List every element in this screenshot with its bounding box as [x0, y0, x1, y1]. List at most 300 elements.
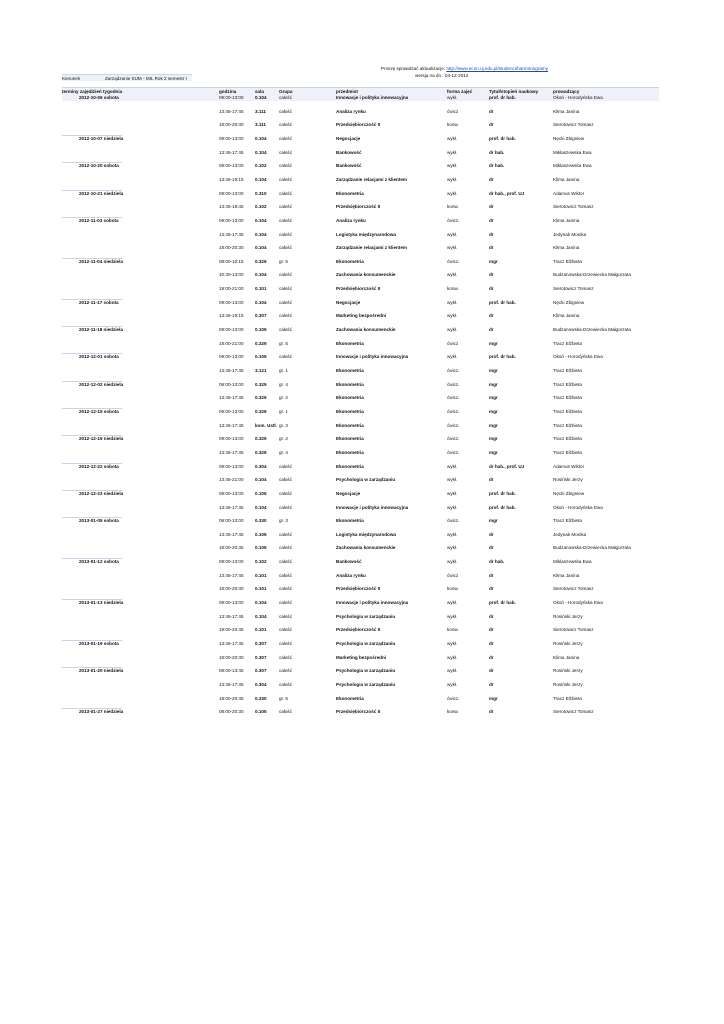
row-lecturer: Klima Janina — [553, 108, 580, 114]
row-time: 13:45-17:45 — [219, 368, 244, 373]
row-title: dr — [489, 709, 494, 715]
row-time: 13:45-17:45 — [219, 641, 244, 646]
row-lecturer: Budzanowska-Drzewiecka Małgorzata — [553, 545, 631, 551]
row-group: gr. 4 — [279, 381, 288, 387]
row-date: 2013-01-05 sobota — [79, 518, 119, 524]
table-row — [0, 191, 724, 198]
table-row — [0, 464, 724, 471]
row-form: ćwicz. — [447, 340, 460, 346]
col-forma: forma zajęć — [447, 88, 473, 94]
row-subject: Zarządzanie relacjami z klientem — [336, 176, 407, 182]
row-time: 19:00-20:45 — [219, 627, 244, 633]
version-line — [415, 73, 468, 78]
row-group: gr. 3 — [279, 518, 288, 524]
row-title: dr — [489, 668, 494, 674]
row-lecturer: Sierotowicz Tomasz — [553, 627, 594, 633]
row-title: mgr — [489, 340, 498, 346]
row-room: 0.101 — [255, 586, 267, 592]
row-title: dr — [489, 122, 494, 128]
row-lecturer: Klima Janina — [553, 176, 580, 182]
row-time: 09:00-13:00 — [219, 95, 244, 100]
row-title: dr — [489, 313, 494, 319]
row-room: 0.329 — [255, 258, 267, 264]
row-lecturer: Tracz Elżbieta — [553, 695, 582, 701]
row-group: gr. 5 — [279, 340, 288, 346]
row-room: 0.304 — [255, 681, 267, 687]
row-lecturer: Sierotowicz Tomasz — [553, 709, 594, 715]
row-group: gr. 1 — [279, 368, 288, 373]
row-form: ćwicz. — [447, 422, 460, 428]
row-date: 2012-12-01 sobota — [79, 354, 119, 360]
table-row — [0, 341, 724, 348]
row-title: dr — [489, 627, 494, 633]
row-group: gr. 4 — [279, 449, 288, 455]
row-title: dr — [489, 108, 494, 114]
row-time: 09:00-13:00 — [219, 299, 244, 305]
row-subject: Przedsiębiorczość II — [336, 204, 381, 210]
row-room: 0.104 — [255, 245, 267, 251]
row-title: dr hab., prof. UJ — [489, 190, 525, 196]
row-lecturer: Tracz Elżbieta — [553, 449, 582, 455]
row-group: całość — [279, 641, 293, 646]
row-subject: Innowacje i polityka innowacyjna — [336, 354, 409, 360]
row-group: całość — [279, 231, 293, 237]
row-lecturer: Okoń - Horodyńska Ewa — [553, 354, 603, 360]
row-form: wykł. — [447, 135, 458, 141]
row-group: całość — [279, 354, 293, 360]
row-time: 09:00-13:00 — [219, 436, 244, 442]
row-group: całość — [279, 627, 293, 633]
row-room: 0.329 — [255, 395, 267, 401]
row-group: gr. 5 — [279, 695, 288, 701]
row-lecturer: Tracz Elżbieta — [553, 436, 582, 442]
table-row — [0, 696, 724, 703]
row-subject: Przedsiębiorczość II — [336, 709, 381, 715]
table-row — [0, 409, 724, 416]
row-date: 2012-10-21 niedziela — [79, 190, 124, 196]
row-group: całość — [279, 654, 293, 660]
row-date: 2012-12-22 sobota — [79, 463, 119, 469]
row-date: 2012-11-03 sobota — [79, 217, 119, 223]
row-lecturer: Miklaszewska Ewa — [553, 163, 592, 169]
row-title: mgr — [489, 422, 498, 428]
row-title: dr — [489, 204, 494, 210]
row-time: 13:45-17:45 — [219, 681, 244, 687]
row-time: 13:45-17:45 — [219, 149, 244, 155]
row-subject: Przedsiębiorczość II — [336, 627, 381, 633]
row-time: 09:00-13:00 — [219, 135, 244, 141]
row-group: całość — [279, 163, 293, 169]
row-form: ćwicz. — [447, 217, 460, 223]
table-row — [0, 532, 724, 539]
row-lecturer: Tracz Elżbieta — [553, 395, 582, 401]
kierunek-label: Kierunek — [62, 75, 81, 81]
row-lecturer: Tracz Elżbieta — [553, 368, 582, 373]
table-row — [0, 327, 724, 334]
row-room: 0.329 — [255, 436, 267, 442]
row-title: mgr — [489, 518, 498, 524]
table-row — [0, 395, 724, 402]
table-row — [0, 545, 724, 552]
row-subject: Zachowania konsumenckie — [336, 327, 396, 333]
table-row — [0, 559, 724, 566]
row-subject: Psychologia w zarządzaniu — [336, 477, 396, 483]
row-title: dr — [489, 531, 494, 537]
row-title: dr — [489, 231, 494, 237]
row-time: 09:00-13:00 — [219, 490, 244, 496]
row-subject: Psychologia w zarządzaniu — [336, 641, 396, 646]
row-group: gr. 5 — [279, 258, 288, 264]
row-room: 0.105 — [255, 531, 267, 537]
table-row — [0, 272, 724, 279]
table-row — [0, 218, 724, 225]
table-row — [0, 436, 724, 443]
row-group: całość — [279, 490, 293, 496]
row-title: dr — [489, 641, 494, 646]
row-room: 0.329 — [255, 408, 267, 414]
table-row — [0, 600, 724, 607]
row-subject: Ekonometria — [336, 463, 364, 469]
table-row — [0, 95, 724, 102]
row-title: prof. dr hab. — [489, 600, 516, 606]
row-form: ćwicz. — [447, 572, 460, 578]
table-row — [0, 136, 724, 143]
row-title: mgr — [489, 258, 498, 264]
row-time: 09:00-13:00 — [219, 518, 244, 524]
row-form: wykł. — [447, 504, 458, 510]
row-title: dr hab., prof. UJ — [489, 463, 525, 469]
row-group: całość — [279, 286, 293, 292]
row-room: 0.104 — [255, 217, 267, 223]
row-title: dr hab. — [489, 149, 505, 155]
row-lecturer: Tracz Elżbieta — [553, 258, 582, 264]
row-lecturer: Sierotowicz Tomasz — [553, 122, 594, 128]
table-row — [0, 682, 724, 689]
row-room: 0.104 — [255, 231, 267, 237]
row-room: 0.101 — [255, 627, 267, 633]
table-row — [0, 614, 724, 621]
row-subject: Negocjacje — [336, 490, 361, 496]
row-subject: Negocjacje — [336, 135, 361, 141]
row-title: dr — [489, 477, 494, 483]
row-lecturer: Nęcki Zbigniew — [553, 135, 585, 141]
row-lecturer: Tracz Elżbieta — [553, 422, 582, 428]
row-room: 0.102 — [255, 204, 267, 210]
row-subject: Ekonometria — [336, 258, 364, 264]
row-lecturer: Adamus Wiktor — [553, 463, 585, 469]
row-lecturer: Budzanowska-Drzewiecka Małgorzata — [553, 272, 631, 278]
row-group: całość — [279, 135, 293, 141]
row-group: gr. 3 — [279, 422, 288, 428]
row-title: prof. dr hab. — [489, 354, 516, 360]
row-time: 09:00-13:00 — [219, 163, 244, 169]
row-form: ćwicz. — [447, 518, 460, 524]
row-form: wykł. — [447, 641, 458, 646]
table-row — [0, 368, 724, 375]
row-room: 0.101 — [255, 286, 267, 292]
row-form: konw. — [447, 122, 459, 128]
kierunek-row — [62, 74, 192, 81]
row-room: 0.329 — [255, 381, 267, 387]
row-lecturer: Klima Janina — [553, 572, 580, 578]
row-subject: Ekonometria — [336, 449, 364, 455]
row-time: 13:45-17:45 — [219, 572, 244, 578]
col-przedmiot: przedmiot — [336, 88, 358, 94]
row-group: całość — [279, 668, 293, 674]
row-form: ćwicz. — [447, 258, 460, 264]
table-row — [0, 518, 724, 525]
table-row — [0, 177, 724, 184]
table-row — [0, 109, 724, 116]
row-title: dr — [489, 654, 494, 660]
row-time: 09:00-13:00 — [219, 408, 244, 414]
row-lecturer: Okoń - Horodyńska Ewa — [553, 504, 603, 510]
row-time: 18:00-20:30 — [219, 654, 244, 660]
row-group: całość — [279, 176, 293, 182]
row-form: wykł. — [447, 272, 458, 278]
row-time: 13:45-17:45 — [219, 449, 244, 455]
row-time: 08:00-13:45 — [219, 668, 244, 674]
row-subject: Zachowania konsumenckie — [336, 272, 396, 278]
row-room: 0.105 — [255, 545, 267, 551]
table-row — [0, 232, 724, 239]
row-room: 0.104 — [255, 477, 267, 483]
table-row — [0, 122, 724, 129]
row-form: wykł. — [447, 354, 458, 360]
row-lecturer: Miklaszewska Ewa — [553, 559, 592, 565]
col-godzina: godzina — [219, 88, 237, 94]
row-title: dr — [489, 286, 494, 292]
row-form: konw. — [447, 586, 459, 592]
row-subject: Marketing bezpośredni — [336, 313, 387, 319]
row-title: mgr — [489, 395, 498, 401]
row-title: prof. dr hab. — [489, 95, 516, 100]
row-lecturer: Klima Janina — [553, 245, 580, 251]
table-row — [0, 505, 724, 512]
row-subject: Analiza rynku — [336, 108, 366, 114]
row-time: 13:45-18:45 — [219, 204, 244, 210]
row-form: wykł. — [447, 545, 458, 551]
row-form: wykł. — [447, 327, 458, 333]
row-room: 0.307 — [255, 654, 267, 660]
row-form: wykł. — [447, 490, 458, 496]
row-form: wykł. — [447, 463, 458, 469]
row-lecturer: Rosiński Jerzy — [553, 668, 583, 674]
row-date: 2012-12-16 niedziela — [79, 436, 124, 442]
row-subject: Przedsiębiorczość II — [336, 286, 381, 292]
table-row — [0, 423, 724, 430]
row-form: wykł. — [447, 245, 458, 251]
row-form: konw. — [447, 709, 459, 715]
row-form: wykł. — [447, 668, 458, 674]
row-time: 09:00-13:00 — [219, 354, 244, 360]
row-subject: Logistyka międzynarodowa — [336, 531, 396, 537]
row-date: 2012-12-23 niedziela — [79, 490, 124, 496]
row-time: 18:00-20:45 — [219, 545, 244, 551]
row-date: 2013-01-13 niedziela — [79, 600, 124, 606]
row-title: mgr — [489, 381, 498, 387]
row-time: 18:00-20:30 — [219, 586, 244, 592]
row-lecturer: Jedynak Monika — [553, 531, 587, 537]
row-subject: Bankowość — [336, 559, 362, 565]
row-lecturer: Rosiński Jerzy — [553, 613, 583, 619]
table-row — [0, 382, 724, 389]
row-title: dr — [489, 272, 494, 278]
row-form: wykł. — [447, 600, 458, 606]
table-row — [0, 477, 724, 484]
row-form: konw. — [447, 204, 459, 210]
row-form: wykł. — [447, 176, 458, 182]
row-form: ćwicz. — [447, 381, 460, 387]
row-group: całość — [279, 149, 293, 155]
table-row — [0, 354, 724, 361]
row-room: 0.330 — [255, 518, 267, 524]
row-form: wykł. — [447, 681, 458, 687]
row-subject: Ekonometria — [336, 368, 364, 373]
row-subject: Bankowość — [336, 163, 362, 169]
row-form: ćwicz. — [447, 395, 460, 401]
row-time: 13:45-17:45 — [219, 231, 244, 237]
row-time: 09:00-13:00 — [219, 190, 244, 196]
row-time: 18:00-20:30 — [219, 245, 244, 251]
table-row — [0, 573, 724, 580]
row-room: 0.307 — [255, 313, 267, 319]
row-room: 3.121 — [255, 368, 267, 373]
row-form: wykł. — [447, 190, 458, 196]
row-time: 13:45-17:45 — [219, 531, 244, 537]
row-title: dr — [489, 681, 494, 687]
row-group: całość — [279, 572, 293, 578]
row-lecturer: Okoń - Horodyńska Ewa — [553, 600, 603, 606]
row-date: 2013-01-20 niedziela — [79, 668, 124, 674]
row-form: wykł. — [447, 559, 458, 565]
row-form: wykł. — [447, 95, 458, 100]
row-lecturer: Klima Janina — [553, 217, 580, 223]
row-group: całość — [279, 559, 293, 565]
row-time: 13:45-17:45 — [219, 504, 244, 510]
row-room: 0.104 — [255, 600, 267, 606]
row-room: 0.104 — [255, 613, 267, 619]
row-group: całość — [279, 190, 293, 196]
row-lecturer: Tracz Elżbieta — [553, 518, 582, 524]
row-subject: Ekonometria — [336, 436, 364, 442]
row-room: 0.101 — [255, 572, 267, 578]
row-subject: Bankowość — [336, 149, 362, 155]
row-form: ćwicz. — [447, 368, 460, 373]
row-group: gr. 1 — [279, 408, 288, 414]
row-title: dr — [489, 327, 494, 333]
row-date: 2013-01-12 sobota — [79, 559, 119, 565]
row-subject: Ekonometria — [336, 518, 364, 524]
row-form: ćwicz. — [447, 108, 460, 114]
row-group: całość — [279, 545, 293, 551]
row-lecturer: Tracz Elżbieta — [553, 340, 582, 346]
row-group: całość — [279, 204, 293, 210]
row-title: prof. dr hab. — [489, 504, 516, 510]
table-row — [0, 655, 724, 662]
row-room: 0.104 — [255, 95, 267, 100]
row-group: całość — [279, 327, 293, 333]
row-lecturer: Rosiński Jerzy — [553, 477, 583, 483]
row-subject: Analiza rynku — [336, 572, 366, 578]
row-time: 09:00-13:00 — [219, 327, 244, 333]
row-lecturer: Tracz Elżbieta — [553, 381, 582, 387]
row-subject: Ekonometria — [336, 381, 364, 387]
row-form: wykł. — [447, 149, 458, 155]
table-row — [0, 204, 724, 211]
row-lecturer: Sierotowicz Tomasz — [553, 586, 594, 592]
row-room: 0.310 — [255, 190, 267, 196]
row-room: 0.307 — [255, 668, 267, 674]
row-subject: Innowacje i polityka innowacyjna — [336, 600, 409, 606]
row-date: 2013-01-27 niedziela — [79, 709, 124, 715]
row-lecturer: Adamus Wiktor — [553, 190, 585, 196]
row-room: 0.102 — [255, 163, 267, 169]
row-date: 2013-01-19 sobota — [79, 641, 119, 646]
table-row — [0, 286, 724, 293]
row-form: wykł. — [447, 313, 458, 319]
row-group: całość — [279, 463, 293, 469]
row-title: prof. dr hab. — [489, 490, 516, 496]
row-subject: Psychologia w zarządzaniu — [336, 668, 396, 674]
row-title: mgr — [489, 368, 498, 373]
row-room: 0.307 — [255, 641, 267, 646]
row-form: konw. — [447, 627, 459, 633]
row-group: gr. 2 — [279, 395, 288, 401]
row-lecturer: Okoń - Horodyńska Ewa — [553, 95, 603, 100]
row-time: 09:00-13:00 — [219, 600, 244, 606]
row-form: ćwicz. — [447, 436, 460, 442]
row-subject: Ekonometria — [336, 422, 364, 428]
row-room: 0.102 — [255, 559, 267, 565]
row-title: dr — [489, 176, 494, 182]
row-lecturer: Nęcki Zbigniew — [553, 490, 585, 496]
row-subject: Ekonometria — [336, 695, 364, 701]
version-label: wersja na dn.: — [415, 73, 444, 78]
row-room: 0.329 — [255, 449, 267, 455]
schedule-link[interactable]: http://www.econ.uj.edu.pl/studenci/harmonogramy — [446, 66, 549, 71]
row-date: 2012-11-18 niedziela — [79, 327, 123, 333]
table-row — [0, 668, 724, 675]
row-form: wykł. — [447, 299, 458, 305]
row-group: całość — [279, 108, 293, 114]
row-room: 0.104 — [255, 299, 267, 305]
row-group: całość — [279, 613, 293, 619]
row-lecturer: Budzanowska-Drzewiecka Małgorzata — [553, 327, 631, 333]
row-date: 2012-11-04 niedziela — [79, 258, 123, 264]
row-group: całość — [279, 122, 293, 128]
row-room: 0.105 — [255, 354, 267, 360]
row-room: 0.105 — [255, 490, 267, 496]
row-room: 0.330 — [255, 695, 267, 701]
table-row — [0, 150, 724, 157]
row-title: dr — [489, 572, 494, 578]
row-subject: Logistyka międzynarodowa — [336, 231, 396, 237]
row-lecturer: Miklaszewska Ewa — [553, 149, 592, 155]
row-title: mgr — [489, 695, 498, 701]
row-group: całość — [279, 709, 293, 715]
row-form: wykł. — [447, 531, 458, 537]
row-title: mgr — [489, 449, 498, 455]
row-room: 0.104 — [255, 272, 267, 278]
row-time: 08:00-10:15 — [219, 258, 244, 264]
row-group: całość — [279, 477, 293, 483]
row-group: całość — [279, 272, 293, 278]
row-time: 09:00-13:00 — [219, 559, 244, 565]
row-subject: Ekonometria — [336, 190, 364, 196]
row-title: dr — [489, 545, 494, 551]
row-time: 13:45-17:45 — [219, 108, 244, 114]
